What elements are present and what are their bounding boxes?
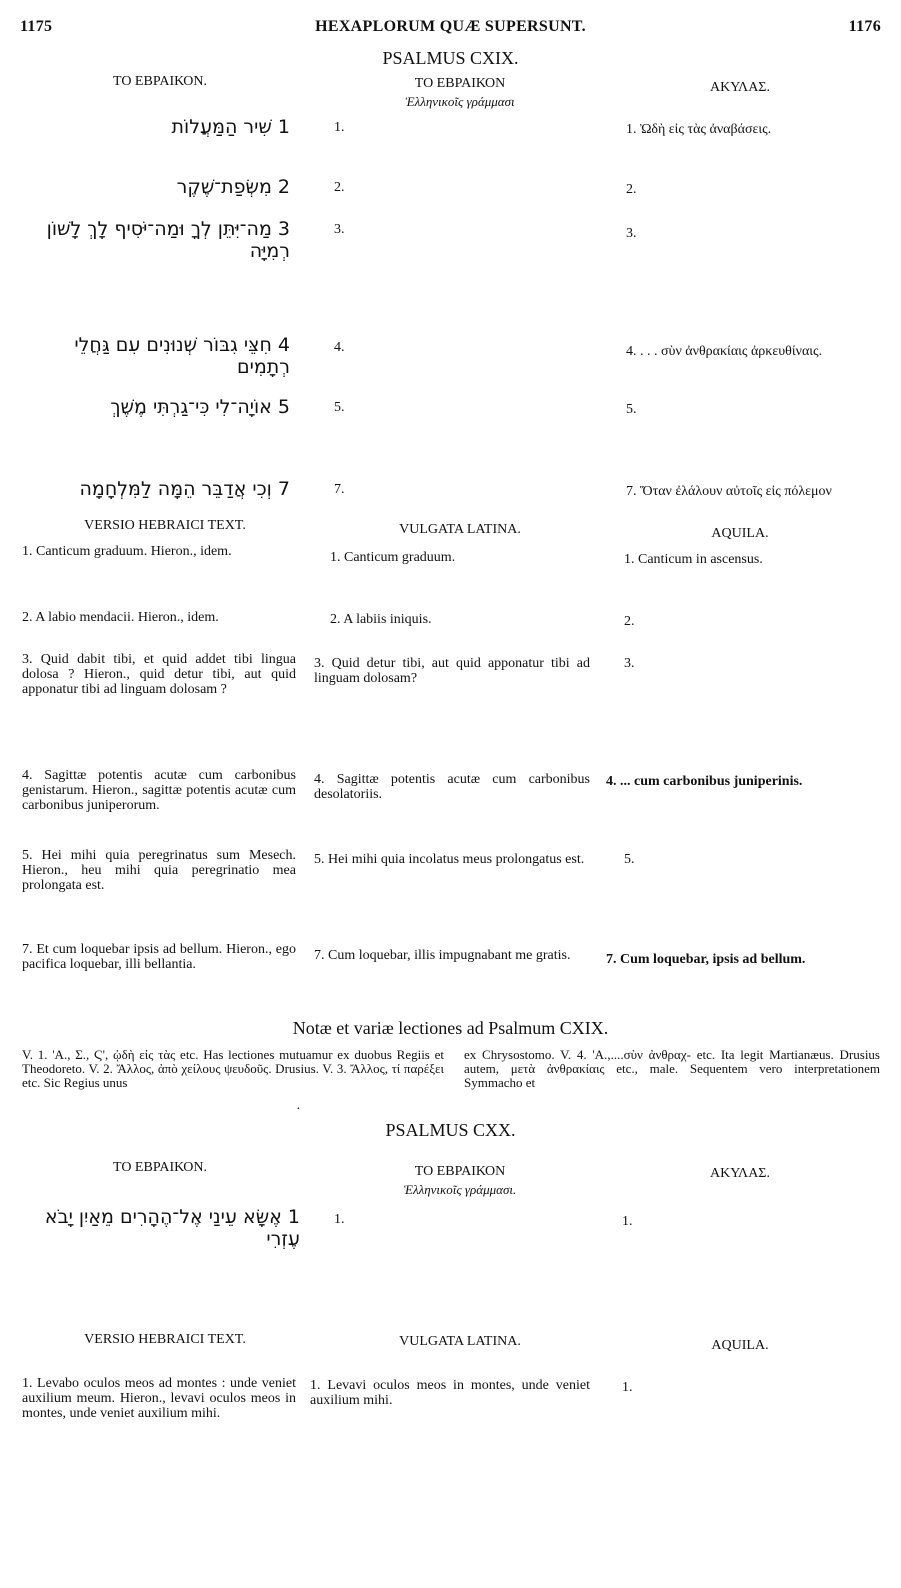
transliteration-column-subheader-120: Ἑλληνικοῖς γράμμασι. [403,1182,517,1197]
hebrew-verse-4: 4 חִצֵּי גִבּוֹר שְׁנוּנִים עִם גַּחֲלֵי רְתָמִים [74,334,290,378]
aquila-latin-header: AQUILA. [711,526,769,541]
aquila-latin-verse-1-psalm-120: 1. [622,1380,633,1395]
aquila-latin-verse-1: 1. Canticum in ascensus. [624,552,763,567]
divider-dot: · [296,1102,301,1117]
versio-verse-3: 3. Quid dabit tibi, et quid addet tibi lingua dolosa ? Hieron., quid detur tibi, aut quid apponatur tibi ad linguam dolosam ? [22,652,296,697]
versio-verse-1: 1. Canticum graduum. Hieron., idem. [22,544,232,559]
aquila-greek-verse-7: 7. Ὅταν ἐλάλουν αὐτοῖς εἰς πόλεμον [626,484,832,499]
versio-verse-1-psalm-120: 1. Levabo oculos meos ad montes : unde veniet auxilium meum. Hieron., levavi oculos meos in montes, unde veniet auxilium mihi. [22,1376,296,1421]
vulgata-verse-1-psalm-120: 1. Levavi oculos meos in montes, unde veniet auxilium mihi. [310,1378,590,1408]
vulgata-latina-header: VULGATA LATINA. [399,522,521,537]
hebrew-verse-1-psalm-120: 1 אֶשָּׂא עֵינַי אֶל־הֶהָרִים מֵאַיִן יָבֹא עֶזְרִי [44,1206,300,1250]
hebrew-verse-3: 3 מַה־יִּתֵּן לְךָ וּמַה־יֹּסִיף לָךְ לָשׁוֹן רְמִיָּה [46,218,290,262]
vulgata-verse-3: 3. Quid detur tibi, aut quid apponatur tibi ad linguam dolosam? [314,656,590,686]
hebrew-verse-1: 1 שִׁיר הַמַּעֲלוֹת [171,116,290,138]
transliteration-verse-1: 1. [334,120,345,135]
aquila-latin-verse-5: 5. [624,852,635,867]
vulgata-latina-header-120: VULGATA LATINA. [399,1334,521,1349]
hebrew-column-header-120: ΤΟ ΕΒΡΑΙΚΟΝ. [113,1160,207,1175]
psalm-119-title: PSALMUS CXIX. [382,48,519,68]
transliteration-verse-5: 5. [334,400,345,415]
psalm-120-title: PSALMUS CXX. [385,1120,516,1140]
vulgata-verse-2: 2. A labiis iniquis. [330,612,432,627]
hebrew-verse-2: 2 מִשְּׂפַת־שֶׁקֶר [176,176,290,198]
aquila-greek-verse-4: 4. . . . σὺν ἀνθρακίαις ἀρκευθίναις. [626,344,823,359]
aquila-latin-header-120: AQUILA. [711,1338,769,1353]
vulgata-verse-4: 4. Sagittæ potentis acutæ cum carbonibus desolatoriis. [314,772,590,802]
versio-hebraici-header-120: VERSIO HEBRAICI TEXT. [84,1332,246,1347]
transliteration-column-subheader: Ἑλληνικοῖς γράμμασι [405,94,515,109]
transliteration-verse-4: 4. [334,340,345,355]
aquila-greek-verse-1-psalm-120: 1. [622,1214,633,1229]
aquila-latin-verse-4: 4. ... cum carbonibus juniperinis. [606,774,803,789]
vulgata-verse-7: 7. Cum loquebar, illis impugnabant me gratis. [314,948,571,963]
versio-verse-4: 4. Sagittæ potentis acutæ cum carbonibus genistarum. Hieron., sagittæ potentis acutæ cum carbonibus juniperorum. [22,768,296,813]
aquila-greek-verse-2: 2. [626,182,637,197]
versio-hebraici-header: VERSIO HEBRAICI TEXT. [84,518,246,533]
transliteration-column-header-120: ΤΟ ΕΒΡΑΙΚΟΝ [414,1164,506,1179]
aquila-greek-verse-5: 5. [626,402,637,417]
transliteration-verse-3: 3. [334,222,345,237]
transliteration-verse-1-psalm-120: 1. [334,1212,345,1227]
transliteration-verse-2: 2. [334,180,345,195]
aquila-latin-verse-7: 7. Cum loquebar, ipsis ad bellum. [606,952,806,967]
versio-verse-2: 2. A labio mendacii. Hieron., idem. [22,610,219,625]
hebrew-verse-5: 5 אוֹיָה־לִי כִּי־גַרְתִּי מֶשֶׁךְ [110,396,290,418]
hebrew-column-header: ΤΟ ΕΒΡΑΙΚΟΝ. [113,74,207,89]
versio-verse-5: 5. Hei mihi quia peregrinatus sum Mesech. Hieron., heu mihi quia peregrinatio mea prolongata est. [22,848,296,893]
notes-right-column: ex Chrysostomo. V. 4. 'Α.,....σὺν ἀνθραχ- etc. Ita legit Martianæus. Drusius autem, μετὰ ἀνθρακίαις etc., male. Sequentem vero interpretationem Symmacho et [464,1047,880,1090]
page-number-left: 1175 [20,18,53,35]
notes-left-column: V. 1. 'Α., Σ., Ϛ', ᾠδὴ εἰς τὰς etc. Has lectiones mutuamur ex duobus Regiis et Theodoreto. V. 2. Ἄλλος, ἀπὸ χείλους ψευδοῦς. Drusius. V. 3. Ἄλλος, τί παρέξει etc. Sic Regius unus [22,1047,444,1090]
aquila-latin-verse-2: 2. [624,614,635,629]
versio-verse-7: 7. Et cum loquebar ipsis ad bellum. Hieron., ego pacifica loquebar, illi bellantia. [22,942,296,972]
aquila-greek-verse-1: 1. Ὠδὴ εἰς τὰς ἀναβάσεις. [626,122,772,137]
transliteration-verse-7: 7. [334,482,345,497]
aquila-greek-verse-3: 3. [626,226,637,241]
aquila-greek-column-header-120: ΑΚΥΛΑΣ. [710,1166,770,1181]
notes-title: Notæ et variæ lectiones ad Psalmum CXIX. [292,1018,609,1038]
transliteration-column-header: ΤΟ ΕΒΡΑΙΚΟΝ [414,76,506,91]
vulgata-verse-5: 5. Hei mihi quia incolatus meus prolongatus est. [314,852,585,867]
aquila-latin-verse-3: 3. [624,656,635,671]
page-number-right: 1176 [848,18,881,35]
aquila-greek-column-header: ΑΚΥΛΑΣ. [710,80,770,95]
vulgata-verse-1: 1. Canticum graduum. [330,550,456,565]
running-title: HEXAPLORUM QUÆ SUPERSUNT. [315,18,586,35]
hebrew-verse-7: 7 וְכִי אֲדַבֵּר הֵמָּה לַמִּלְחָמָה [79,478,290,500]
